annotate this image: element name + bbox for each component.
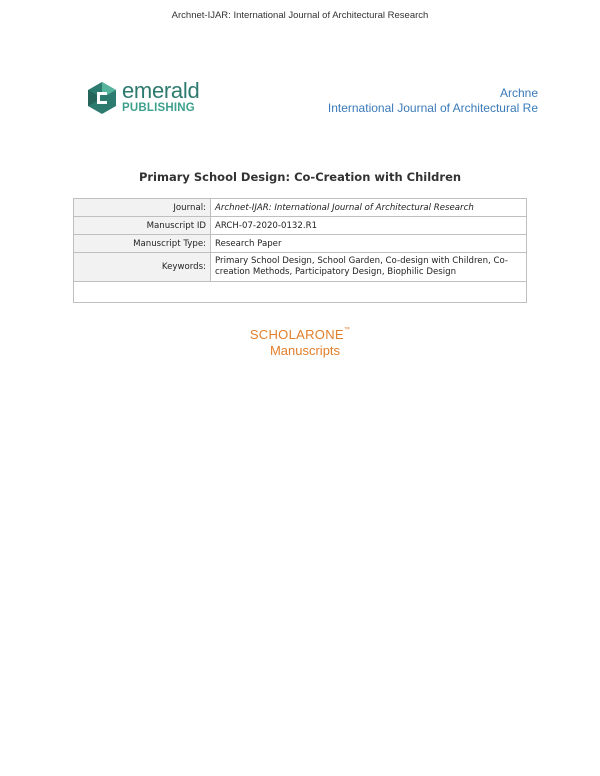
scholarone-line1 xyxy=(0,327,600,342)
table-row xyxy=(74,235,527,253)
table-row xyxy=(74,217,527,235)
logo-subtitle: PUBLISHING xyxy=(122,102,195,114)
keywords-line2: creation Methods, Participatory Design, Biophilic Design xyxy=(215,267,457,277)
emerald-logo-icon xyxy=(84,80,120,116)
journal-banner-line1: Archne xyxy=(499,86,538,100)
scholarone-line2: Manuscripts xyxy=(269,343,341,358)
table-row xyxy=(74,199,527,217)
empty-cell xyxy=(74,282,527,303)
running-header: Archnet-IJAR: International Journal of Architectural Research xyxy=(171,10,429,21)
journal-label: Journal: xyxy=(74,199,211,217)
manuscript-id-label: Manuscript ID xyxy=(74,217,211,235)
keywords-label: Keywords: xyxy=(74,253,211,282)
journal-value: Archnet-IJAR: International Journal of Architectural Research xyxy=(211,199,527,217)
table-row xyxy=(74,253,527,282)
journal-banner xyxy=(272,86,538,118)
manuscript-id-value: ARCH-07-2020-0132.R1 xyxy=(211,217,527,235)
manuscript-type-label: Manuscript Type: xyxy=(74,235,211,253)
trademark-mark: ™ xyxy=(343,327,351,333)
manuscript-metadata-table xyxy=(73,198,527,303)
table-row-empty xyxy=(74,282,527,303)
keywords-line1: Primary School Design, School Garden, Co-design with Children, Co- xyxy=(215,256,509,266)
paper-title: Primary School Design: Co-Creation with Children xyxy=(138,170,462,184)
scholarone-word: SCHOLARONE xyxy=(249,327,344,342)
keywords-value xyxy=(211,253,527,282)
logo-wordmark: emerald xyxy=(122,78,200,103)
journal-banner-line2: International Journal of Architectural Re xyxy=(327,101,538,115)
manuscript-type-value: Research Paper xyxy=(211,235,527,253)
scholarone-logo xyxy=(0,327,600,358)
emerald-publishing-logo xyxy=(84,80,234,120)
